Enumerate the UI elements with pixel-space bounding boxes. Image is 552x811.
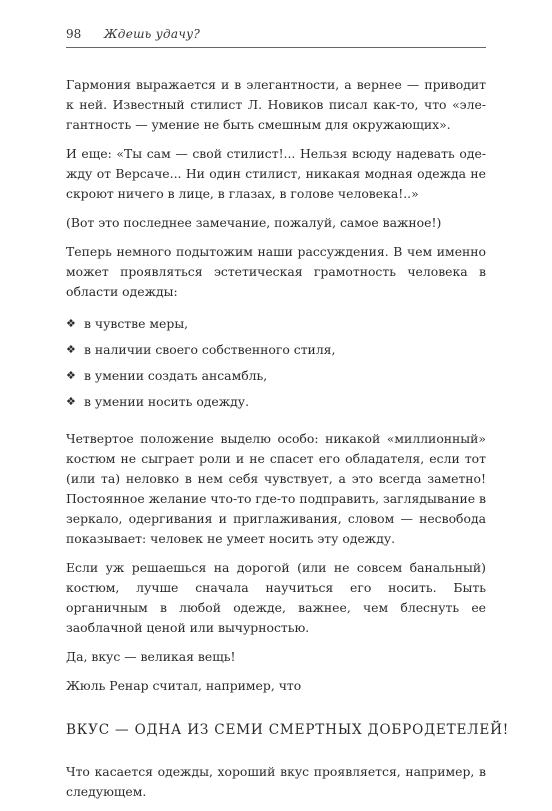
paragraph-stylist-quote: И еще: «Ты сам — свой стилист!... Нельзя всюду надевать одежду от Версаче... Ни один стилист, никакая модная одежда не скроют ничего в лице, в глазах, в голове человека!..» bbox=[66, 146, 486, 201]
bullet-list bbox=[66, 311, 486, 415]
paragraph-summary: Теперь немного подытожим наши рассуждения. В чем именно может проявляться эстетическая грамотность человека в области одежды: bbox=[66, 244, 486, 299]
paragraph-closing: Что касается одежды, хороший вкус проявляется, например, в следующем. bbox=[66, 764, 486, 799]
diamond-bullet-icon: ❖ bbox=[66, 369, 76, 382]
list-item-text: в наличии своего собственного стиля, bbox=[84, 342, 336, 357]
page-body bbox=[66, 75, 510, 811]
paragraph-taste: Да, вкус — великая вещь! bbox=[66, 649, 236, 664]
diamond-bullet-icon: ❖ bbox=[66, 317, 76, 330]
list-item-text: в умении создать ансамбль, bbox=[84, 368, 268, 383]
diamond-bullet-icon: ❖ bbox=[66, 395, 76, 408]
paragraph-remark: (Вот это последнее замечание, пожалуй, самое важное!) bbox=[66, 215, 442, 230]
list-item bbox=[66, 363, 486, 389]
running-title: Ждешь удачу? bbox=[104, 27, 201, 41]
paragraph-expensive-suit: Если уж решаешься на дорогой (или не совсем банальный) костюм, лучше сначала научиться его носить. Быть органичным в любой одежде, важнее, чем блеснуть ее заоблачной ценой или вычурностью. bbox=[66, 560, 486, 635]
paragraph-fourth-point: Четвертое положение выделю особо: никакой «миллионный» костюм не сыграет роли и не спасет его обладателя, если тот (или та) неловко в нем себя чувствует, а это всегда заметно! Постоянное желание что-то где-то подправить, заглядывание в зеркало, одергивания и приглаживания, словом — несвобода показывает: человек не умеет носить эту одежду. bbox=[66, 431, 486, 546]
paragraph-renard: Жюль Ренар считал, например, что bbox=[66, 678, 302, 693]
page-number: 98 bbox=[66, 27, 82, 41]
list-item bbox=[66, 337, 486, 363]
list-item-text: в чувстве меры, bbox=[84, 316, 189, 331]
header-rule bbox=[66, 47, 486, 48]
paragraph-elegance: Гармония выражается и в элегантности, а вернее — приводит к ней. Известный стилист Л. Новиков писал как-то, что «элегантность — умение не быть смешным для окружающих». bbox=[66, 77, 486, 132]
list-item-text: в умении носить одежду. bbox=[84, 394, 250, 409]
running-header bbox=[66, 27, 486, 41]
list-item bbox=[66, 311, 486, 337]
highlighted-quote: ВКУС — ОДНА ИЗ СЕМИ СМЕРТНЫХ ДОБРОДЕТЕЛЕЙ! bbox=[66, 722, 510, 738]
diamond-bullet-icon: ❖ bbox=[66, 343, 76, 356]
book-page bbox=[66, 0, 510, 799]
list-item bbox=[66, 389, 486, 415]
